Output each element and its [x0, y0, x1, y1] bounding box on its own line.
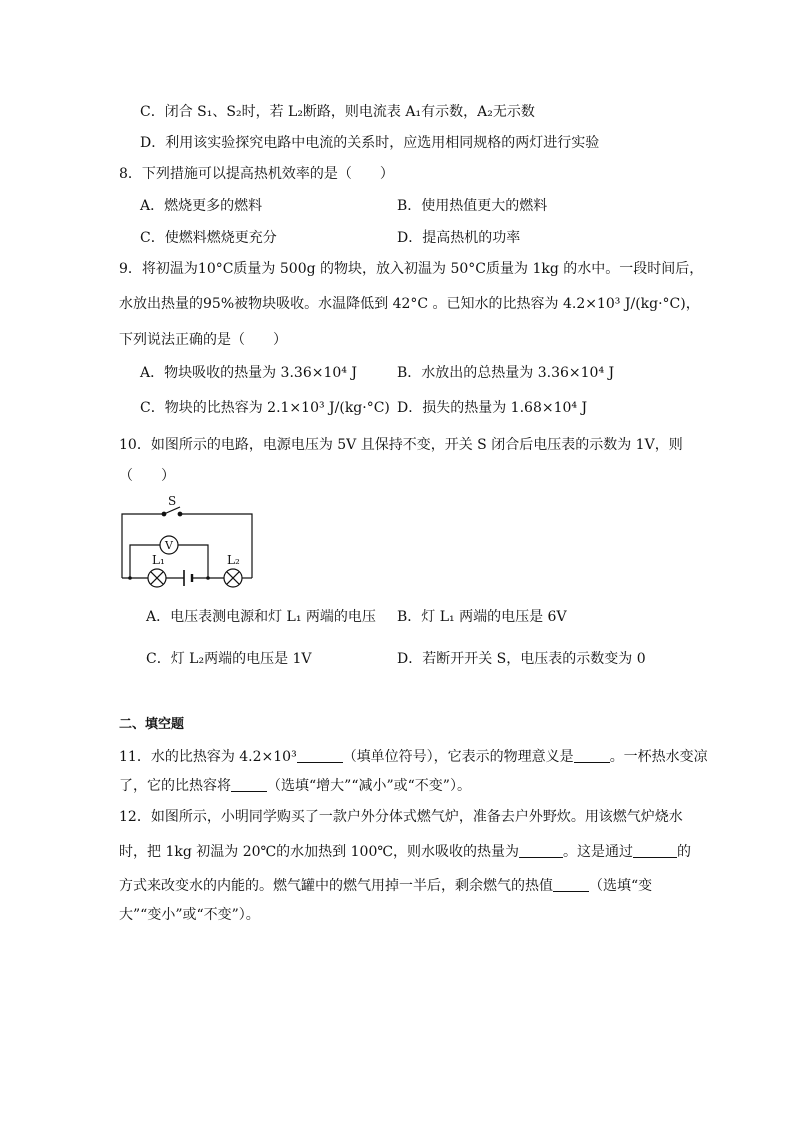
q9-stem-line3: 下列说法正确的是（ ） — [119, 332, 287, 348]
q12-text-c: 的 — [677, 844, 692, 860]
q8-option-a: A．燃烧更多的燃料 — [140, 198, 263, 214]
q9-option-b: B．水放出的总热量为 3.36×10⁴ J — [397, 365, 615, 381]
q10-option-d: D．若断开开关 S，电压表的示数变为 0 — [397, 651, 646, 667]
q10-circuit-diagram — [110, 492, 270, 592]
q9-stem-line2: 水放出热量的95%被物块吸收。水温降低到 42°C 。已知水的比热容为 4.2×10³ J/(kg·°C)， — [119, 296, 700, 312]
q7-option-d: D．利用该实验探究电路中电流的关系时，应选用相同规格的两灯进行实验 — [140, 135, 600, 151]
q8-option-b: B．使用热值更大的燃料 — [397, 198, 548, 214]
q8-option-c: C．使燃料燃烧更充分 — [140, 230, 277, 246]
q9-option-c: C．物块的比热容为 2.1×10³ J/(kg·°C) — [140, 400, 390, 416]
q12-text-b: 。这是通过 — [563, 844, 634, 860]
q8-option-d: D．提高热机的功率 — [397, 230, 521, 246]
section-title-fill-in: 二、填空题 — [119, 717, 185, 732]
q11-blank-change — [231, 777, 267, 792]
q12-blank-value — [553, 877, 589, 892]
q11-blank-meaning — [574, 748, 610, 763]
q8-stem: 8．下列措施可以提高热机效率的是（ ） — [119, 166, 394, 182]
switch-label: S — [168, 494, 177, 508]
lamp1-label: L₁ — [152, 553, 165, 567]
q12-line2 — [119, 843, 691, 861]
q11-line1 — [119, 748, 708, 766]
q10-option-a: A．电压表测电源和灯 L₁ 两端的电压 — [146, 609, 376, 625]
q7-option-c: C．闭合 S₁、S₂时，若 L₂断路，则电流表 A₁有示数，A₂无示数 — [140, 104, 535, 120]
q10-option-c: C．灯 L₂两端的电压是 1V — [146, 651, 312, 667]
q10-stem-line2: （ ） — [119, 468, 175, 484]
q12-text-e: （选填“变 — [589, 878, 653, 894]
q12-line3 — [119, 877, 652, 895]
q10-stem-line1: 10．如图所示的电路，电源电压为 5V 且保持不变，开关 S 闭合后电压表的示数为 1V，则 — [119, 437, 683, 453]
q12-blank-method — [633, 843, 677, 858]
q9-option-a: A．物块吸收的热量为 3.36×10⁴ J — [140, 365, 357, 381]
q11-text-a: 11．水的比热容为 4.2×10³ — [119, 749, 297, 765]
q10-option-b: B．灯 L₁ 两端的电压是 6V — [397, 609, 567, 625]
q11-text-b: （填单位符号），它表示的物理意义是 — [342, 749, 574, 765]
q11-blank-unit — [297, 748, 343, 763]
q12-text-a: 时，把 1kg 初温为 20℃的水加热到 100℃，则水吸收的热量为 — [119, 844, 520, 860]
q11-text-c: 。一杯热水变凉 — [609, 749, 708, 765]
q11-text-e: （选填“增大”“减小”或“不变”）。 — [267, 778, 471, 794]
q11-text-d: 了，它的比热容将 — [119, 778, 231, 794]
q12-line1: 12．如图所示，小明同学购买了一款户外分体式燃气炉，准备去户外野炊。用该燃气炉烧水 — [119, 809, 683, 825]
q12-text-d: 方式来改变水的内能的。燃气罐中的燃气用掉一半后，剩余燃气的热值 — [119, 878, 553, 894]
q12-line4: 大”“变小”或“不变”）。 — [119, 907, 260, 923]
voltmeter-label: V — [165, 539, 173, 552]
q9-stem-line1: 9．将初温为10°C质量为 500g 的物块，放入初温为 50°C质量为 1kg 的水中。一段时间后， — [119, 261, 704, 277]
q12-blank-heat — [519, 843, 563, 858]
lamp2-label: L₂ — [227, 553, 240, 567]
q11-line2 — [119, 777, 471, 795]
q9-option-d: D．损失的热量为 1.68×10⁴ J — [397, 400, 588, 416]
